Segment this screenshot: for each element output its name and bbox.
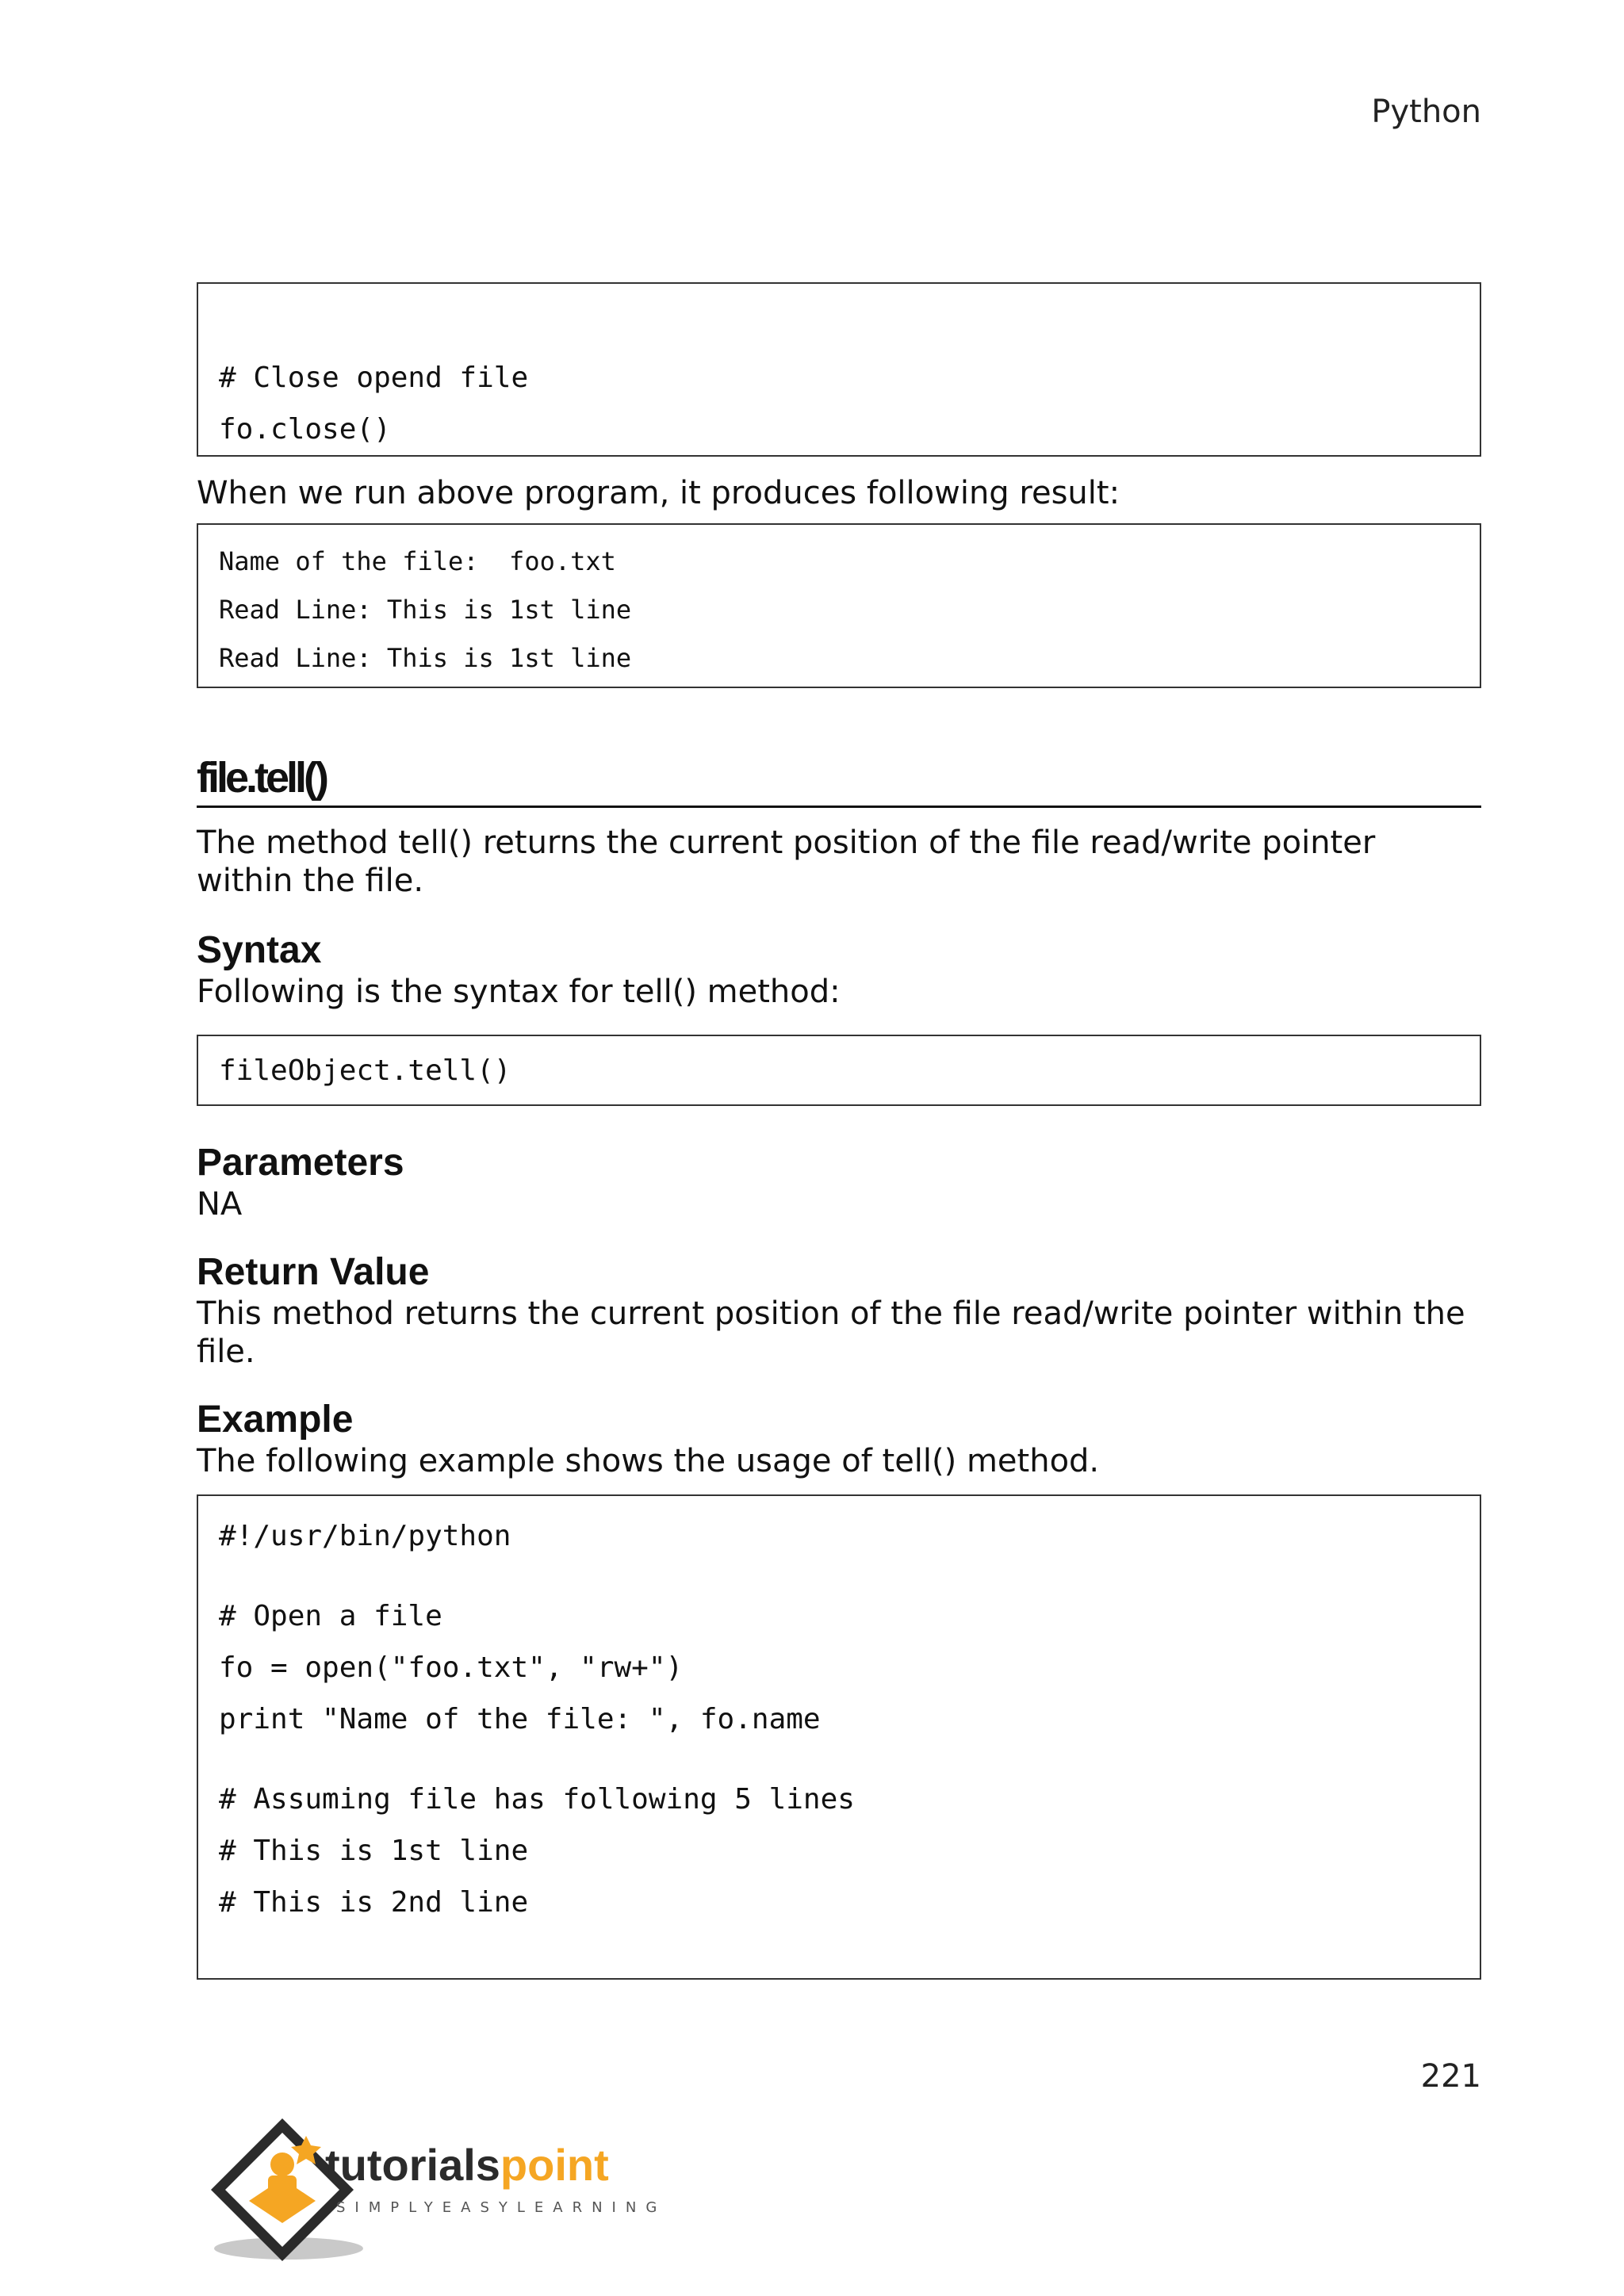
section-title: file.tell() xyxy=(197,753,1481,808)
logo-tagline: SIMPLYEASYLEARNING xyxy=(336,2199,667,2216)
result-intro: When we run above program, it produces following result: xyxy=(197,475,1120,511)
code-line: fo = open("foo.txt", "rw+") xyxy=(219,1651,684,1684)
code-line: fo.close() xyxy=(219,413,391,446)
parameters-text: NA xyxy=(197,1186,243,1223)
code-line: # This is 2nd line xyxy=(219,1886,529,1919)
page-content xyxy=(197,282,1481,1980)
logo-reader-body-icon xyxy=(268,2175,297,2198)
code-line: #!/usr/bin/python xyxy=(219,1520,511,1552)
tutorialspoint-logo xyxy=(195,2112,687,2263)
page-header: Python xyxy=(1371,94,1481,130)
logo-reader-head-icon xyxy=(270,2152,294,2176)
output-block xyxy=(197,523,1481,688)
output-line: Read Line: This is 1st line xyxy=(219,643,632,673)
code-line: # Assuming file has following 5 lines xyxy=(219,1783,855,1816)
code-block-close xyxy=(197,282,1481,457)
output-line: Read Line: This is 1st line xyxy=(219,595,632,625)
output-line: Name of the file: foo.txt xyxy=(219,546,616,576)
code-line: fileObject.tell() xyxy=(219,1054,511,1087)
parameters-heading: Parameters xyxy=(197,1142,404,1184)
syntax-heading: Syntax xyxy=(197,929,322,971)
logo-wordmark: tutorialspoint xyxy=(325,2140,609,2190)
example-intro: The following example shows the usage of tell() method. xyxy=(197,1443,1100,1479)
example-code-block xyxy=(197,1494,1481,1980)
page-number: 221 xyxy=(1420,2058,1481,2095)
method-description: The method tell() returns the current position of the file read/write pointer within the file. xyxy=(197,825,1376,899)
code-line xyxy=(219,1562,1459,1590)
code-line: # This is 1st line xyxy=(219,1835,529,1867)
code-line: print "Name of the file: ", fo.name xyxy=(219,1703,821,1735)
code-line: # Close opend file xyxy=(219,362,529,394)
return-value-heading: Return Value xyxy=(197,1251,430,1293)
code-line: # Open a file xyxy=(219,1600,442,1632)
return-value-text: This method returns the current position of the file read/write pointer within the file. xyxy=(197,1295,1465,1370)
syntax-intro: Following is the syntax for tell() method: xyxy=(197,974,841,1010)
example-heading: Example xyxy=(197,1399,354,1441)
code-line xyxy=(219,1745,1459,1774)
syntax-code-block xyxy=(197,1035,1481,1106)
